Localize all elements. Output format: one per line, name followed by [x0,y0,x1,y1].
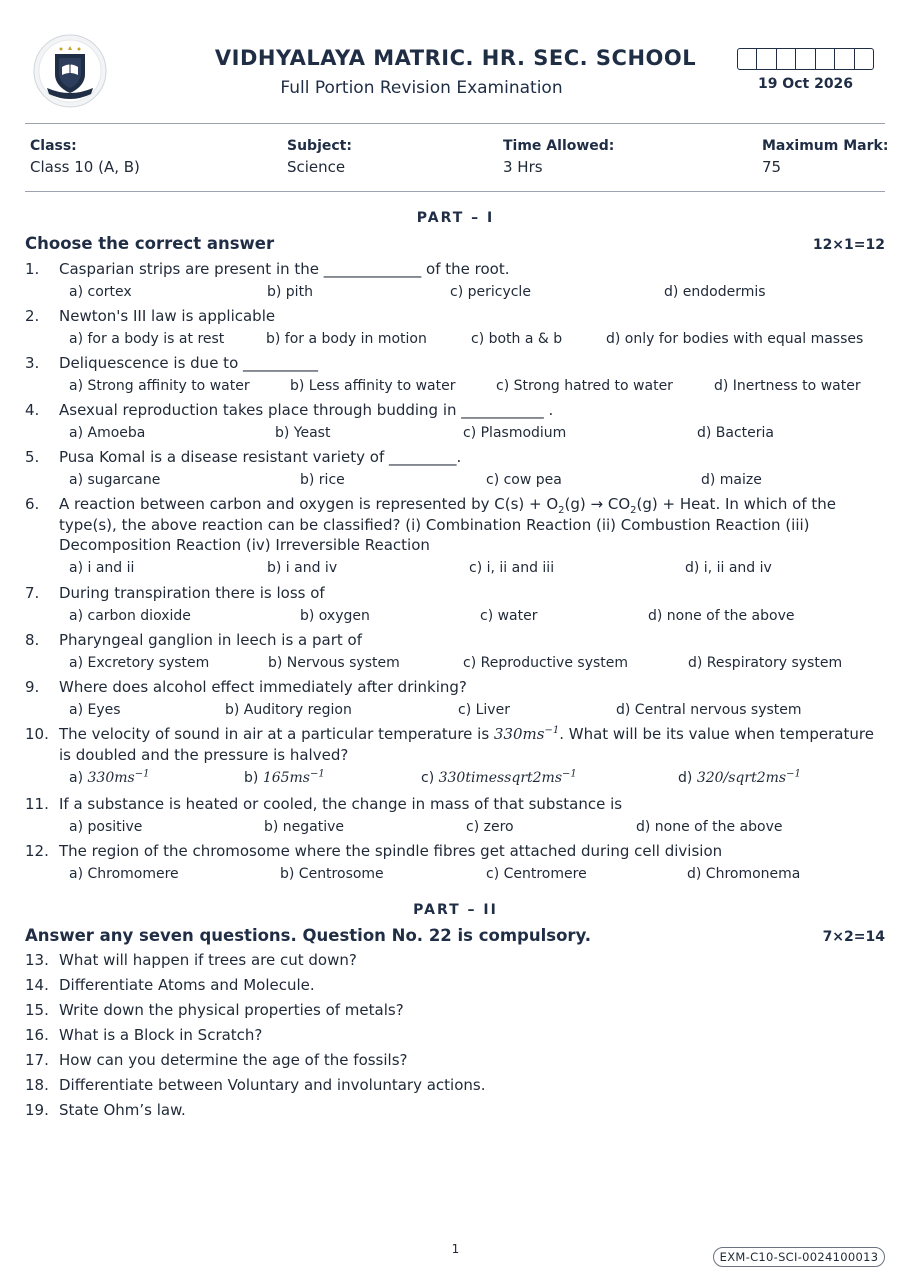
option: c) cow pea [486,472,562,488]
question-text: The region of the chromosome where the spindle fibres get attached during cell division [59,842,723,860]
option: b) i and iv [267,560,338,576]
option: c) Liver [458,702,510,718]
question [25,259,885,280]
question-text: What is a Block in Scratch? [59,1026,263,1044]
question [25,1025,885,1046]
part-1-title: PART – I [416,210,495,226]
option: c) pericycle [450,284,531,300]
part-2-marks: 7×2=14 [822,929,885,945]
part-2-instruction: Answer any seven questions. Question No. 22 is compulsory. [25,926,592,945]
question-text-part: A reaction between carbon and oxygen is represented by C(s) + O [59,495,559,513]
exam-code-badge: EXM-C10-SCI-0024100013 [713,1247,885,1267]
question-text: How can you determine the age of the fossils? [59,1051,408,1069]
option: c) both a & b [471,331,563,347]
register-number-boxes[interactable] [737,48,874,70]
question-number: 5. [25,448,40,466]
part-2-header [25,926,885,945]
part-1-instruction: Choose the correct answer [25,234,275,253]
option [69,769,149,787]
question-number: 10. [25,725,49,743]
option: b) Less affinity to water [290,378,456,394]
option: a) Amoeba [69,425,146,441]
option: d) none of the above [648,608,795,624]
question-text: Where does alcohol effect immediately after drinking? [59,678,467,696]
class-value: Class 10 (A, B) [30,158,140,176]
part-1-marks: 12×1=12 [812,237,885,253]
question-number: 9. [25,678,40,696]
subject-label: Subject: [287,138,352,154]
question-text-part: The velocity of sound in air at a particular temperature is [59,725,494,743]
question-number: 6. [25,495,40,513]
question-text: Pharyngeal ganglion in leech is a part of [59,631,362,649]
option: a) Chromomere [69,866,179,882]
question-text: Newton's III law is applicable [59,307,276,325]
option: d) maize [701,472,762,488]
option: c) water [480,608,538,624]
question-number: 16. [25,1026,49,1044]
question [25,794,885,815]
option [421,769,577,787]
info-divider [25,191,885,192]
option: d) Inertness to water [714,378,861,394]
option: a) Strong affinity to water [69,378,250,394]
option: a) positive [69,819,143,835]
question-number: 13. [25,951,49,969]
header-divider [25,123,885,124]
register-number-box[interactable] [738,49,757,69]
option: c) Centromere [486,866,587,882]
question-text: Casparian strips are present in the _____________ of the root. [59,260,510,278]
option: b) pith [267,284,313,300]
question [25,841,885,862]
question-number: 15. [25,1001,49,1019]
option: d) endodermis [664,284,766,300]
question-number: 17. [25,1051,49,1069]
question-text: Differentiate between Voluntary and involuntary actions. [59,1076,486,1094]
part-2-title: PART – II [413,902,498,918]
question-text: Pusa Komal is a disease resistant variety of _________. [59,448,462,466]
register-number-box[interactable] [757,49,776,69]
option: b) Yeast [275,425,331,441]
question-number: 11. [25,795,49,813]
superscript: −1 [562,768,577,780]
time-label: Time Allowed: [503,138,615,154]
option: d) Respiratory system [688,655,843,671]
question-text: During transpiration there is loss of [59,584,325,602]
register-number-box[interactable] [855,49,873,69]
option: c) Reproductive system [463,655,629,671]
option: a) Excretory system [69,655,210,671]
option: c) zero [466,819,514,835]
option: d) only for bodies with equal masses [606,331,864,347]
question [25,447,885,468]
part-1-header [25,234,885,253]
option [678,769,801,787]
question-number: 1. [25,260,40,278]
option: a) sugarcane [69,472,161,488]
subscript: 2 [558,505,565,516]
register-number-box[interactable] [816,49,835,69]
question-text-part: (g) → CO [564,495,631,513]
option: c) Plasmodium [463,425,567,441]
option: d) Central nervous system [616,702,802,718]
option: d) i, ii and iv [685,560,772,576]
question [25,724,885,765]
superscript: −1 [544,725,560,736]
max-marks-info [762,138,888,176]
question [25,950,885,971]
question-text [59,494,885,556]
option: d) Bacteria [697,425,775,441]
question-number: 3. [25,354,40,372]
option-prefix: c) [421,770,439,786]
question [25,975,885,996]
question [25,677,885,698]
option: b) for a body in motion [266,331,427,347]
option: b) Nervous system [268,655,400,671]
math-expression: 320/sqrt2ms [696,770,787,786]
page-number: 1 [451,1242,460,1256]
question-number: 7. [25,584,40,602]
subscript: 2 [630,505,637,516]
superscript: −1 [134,768,150,780]
question-number: 4. [25,401,40,419]
question-number: 8. [25,631,40,649]
max-marks-value: 75 [762,158,782,176]
superscript: −1 [786,768,801,780]
question [25,583,885,604]
time-info [503,138,614,176]
question-text-part: . What will be its value when temperature is doubled and the pressure is halved? [59,725,874,764]
question-number: 19. [25,1101,49,1119]
question-number: 12. [25,842,49,860]
option: d) none of the above [636,819,783,835]
class-label: Class: [30,138,77,154]
question-number: 18. [25,1076,49,1094]
option: b) negative [264,819,345,835]
register-number-box[interactable] [777,49,796,69]
question [25,1100,885,1121]
exam-date: 19 Oct 2026 [757,76,854,92]
option: b) Auditory region [225,702,352,718]
question [25,1050,885,1071]
option: a) for a body is at rest [69,331,225,347]
option-prefix: a) [69,770,88,786]
subject-info [287,138,352,176]
option-prefix: d) [678,770,697,786]
question-text-part: (g) + Heat. In which of the type(s), the above reaction can be classified? (i) Combination Reaction (ii) Combustion Reaction (iii) Decomposition Reaction (iv) Irreversible Reaction [59,495,836,554]
question-text [59,724,885,765]
question-text: Asexual reproduction takes place through budding in ___________ . [59,401,554,419]
question-text: If a substance is heated or cooled, the change in mass of that substance is [59,795,623,813]
option: a) i and ii [69,560,135,576]
option [244,769,325,787]
option: c) Strong hatred to water [496,378,673,394]
option: b) rice [300,472,345,488]
question-number: 2. [25,307,40,325]
question [25,306,885,327]
max-marks-label: Maximum Mark: [762,138,889,154]
question-number: 14. [25,976,49,994]
register-number-box[interactable] [796,49,815,69]
option-prefix: b) [244,770,263,786]
class-info [30,138,140,176]
question [25,400,885,421]
option: a) cortex [69,284,132,300]
question-text: Deliquescence is due to __________ [59,354,319,372]
register-number-box[interactable] [835,49,854,69]
question-text: Write down the physical properties of metals? [59,1001,404,1019]
exam-name: Full Portion Revision Examination [280,78,563,98]
option: a) Eyes [69,702,121,718]
math-expression: 165ms [262,770,310,786]
math-expression: 330ms [87,770,135,786]
question-text: What will happen if trees are cut down? [59,951,357,969]
option: c) i, ii and iii [469,560,555,576]
math-expression: 330timessqrt2ms [438,770,563,786]
question [25,353,885,374]
option: b) oxygen [300,608,370,624]
option: a) carbon dioxide [69,608,191,624]
option: b) Centrosome [280,866,384,882]
question [25,1075,885,1096]
question [25,630,885,651]
question-text: State Ohm’s law. [59,1101,186,1119]
question [25,1000,885,1021]
question-text: Differentiate Atoms and Molecule. [59,976,315,994]
time-value: 3 Hrs [503,158,543,176]
subject-value: Science [287,158,346,176]
question [25,494,885,556]
superscript: −1 [310,768,325,780]
option: d) Chromonema [687,866,801,882]
math-expression: 330ms [493,725,545,743]
school-name: VIDHYALAYA MATRIC. HR. SEC. SCHOOL [214,46,697,70]
